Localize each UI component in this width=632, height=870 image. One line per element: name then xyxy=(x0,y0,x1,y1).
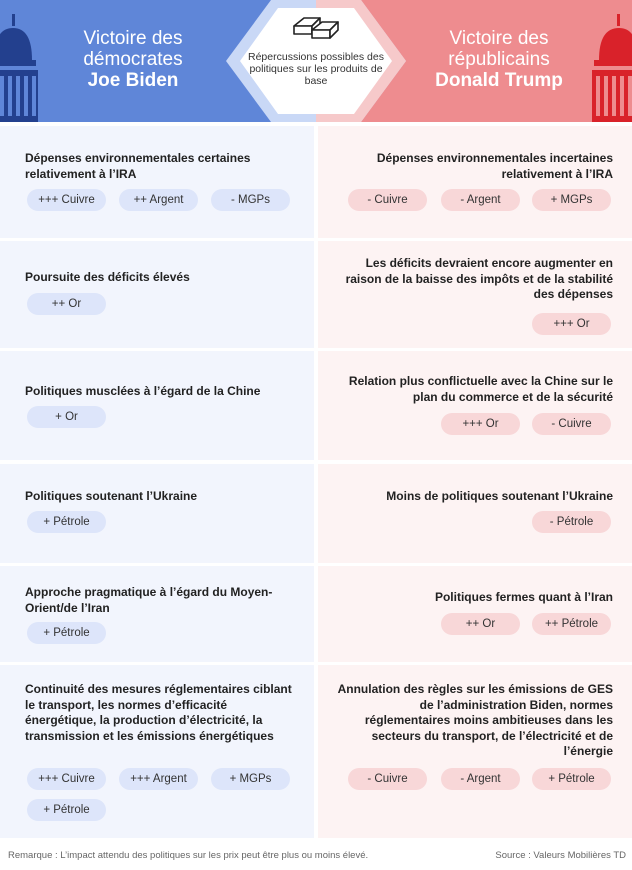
commodity-pill: - Argent xyxy=(441,768,520,790)
policy-text: Relation plus conflictuelle avec la Chine sur le plan du commerce et de la sécurité xyxy=(348,374,613,404)
header xyxy=(0,0,632,122)
comparison-row xyxy=(0,464,632,563)
commodity-pill: +++ Or xyxy=(532,313,611,335)
commodity-pill: ++ Or xyxy=(441,613,520,635)
policy-text: Politiques soutenant l’Ukraine xyxy=(25,489,198,503)
gold-bars-icon xyxy=(290,12,344,40)
policy-text: Approche pragmatique à l’égard du Moyen-Orient/de l’Iran xyxy=(25,585,273,615)
policy-text: Dépenses environnementales certaines relativement à l’IRA xyxy=(25,151,251,181)
center-caption: Répercussions possibles des politiques sur les produits de base xyxy=(248,51,384,87)
policy-text: Les déficits devraient encore augmenter en raison de la baisse des impôts et de la stabilité des dépenses xyxy=(345,256,613,301)
republican-cell xyxy=(318,566,632,662)
republican-cell xyxy=(318,241,632,348)
commodity-pill: +++ Or xyxy=(441,413,520,435)
republican-cell xyxy=(318,126,632,238)
commodity-pill: +++ Cuivre xyxy=(27,189,106,211)
commodity-pill: + Pétrole xyxy=(27,511,106,533)
capitol-icon xyxy=(582,14,632,122)
democrat-candidate: Joe Biden xyxy=(87,70,179,91)
republican-cell xyxy=(318,351,632,460)
source-credit: Source : Valeurs Mobilières TD xyxy=(495,850,626,861)
commodity-pill: + Or xyxy=(27,406,106,428)
democrat-title-text: Victoire des démocrates xyxy=(83,28,183,70)
capitol-icon xyxy=(0,14,50,122)
policy-text: Politiques musclées à l’égard de la Chine xyxy=(25,384,261,398)
policy-text: Dépenses environnementales incertaines relativement à l’IRA xyxy=(376,151,613,181)
commodity-pill: - Argent xyxy=(441,189,520,211)
democrat-cell xyxy=(0,665,314,838)
democrat-cell xyxy=(0,566,314,662)
commodity-pill: +++ Argent xyxy=(119,768,198,790)
policy-text: Continuité des mesures réglementaires ciblant le transport, les normes d’efficacité énergétique, la production d’électricité, la transmission et les émissions énergétiques xyxy=(25,682,292,743)
comparison-row xyxy=(0,241,632,348)
policy-text: Annulation des règles sur les émissions de GES de l’administration Biden, normes réglementaires moins ambitieuses dans les secteurs du transport, de l’électricité et de l’énergie xyxy=(337,682,613,758)
commodity-pill: + Pétrole xyxy=(27,622,106,644)
republican-cell xyxy=(318,665,632,838)
commodity-pill: + MGPs xyxy=(211,768,290,790)
republican-title xyxy=(424,28,574,91)
commodity-pill: ++ Pétrole xyxy=(532,613,611,635)
democrat-cell xyxy=(0,351,314,460)
commodity-pill: + Pétrole xyxy=(27,799,106,821)
commodity-pill: - Cuivre xyxy=(532,413,611,435)
commodity-pill: ++ Argent xyxy=(119,189,198,211)
republican-cell xyxy=(318,464,632,563)
policy-text: Poursuite des déficits élevés xyxy=(25,270,190,284)
commodity-pill: - Cuivre xyxy=(348,189,427,211)
republican-title-text: Victoire des républicains xyxy=(448,28,550,70)
democrat-title xyxy=(58,28,208,91)
commodity-pill: - Cuivre xyxy=(348,768,427,790)
commodity-pill: ++ Or xyxy=(27,293,106,315)
footnote: Remarque : L’impact attendu des politiques sur les prix peut être plus ou moins élevé. xyxy=(8,850,369,861)
policy-text: Moins de politiques soutenant l’Ukraine xyxy=(386,489,613,503)
comparison-row xyxy=(0,126,632,238)
footer xyxy=(0,846,632,866)
democrat-cell xyxy=(0,126,314,238)
comparison-row xyxy=(0,566,632,662)
republican-candidate: Donald Trump xyxy=(435,70,563,91)
commodity-pill: + MGPs xyxy=(532,189,611,211)
comparison-row xyxy=(0,351,632,460)
comparison-row xyxy=(0,665,632,838)
commodity-pill: +++ Cuivre xyxy=(27,768,106,790)
commodity-pill: + Pétrole xyxy=(532,768,611,790)
democrat-cell xyxy=(0,464,314,563)
democrat-cell xyxy=(0,241,314,348)
commodity-pill: - MGPs xyxy=(211,189,290,211)
policy-text: Politiques fermes quant à l’Iran xyxy=(434,590,613,604)
commodity-pill: - Pétrole xyxy=(532,511,611,533)
